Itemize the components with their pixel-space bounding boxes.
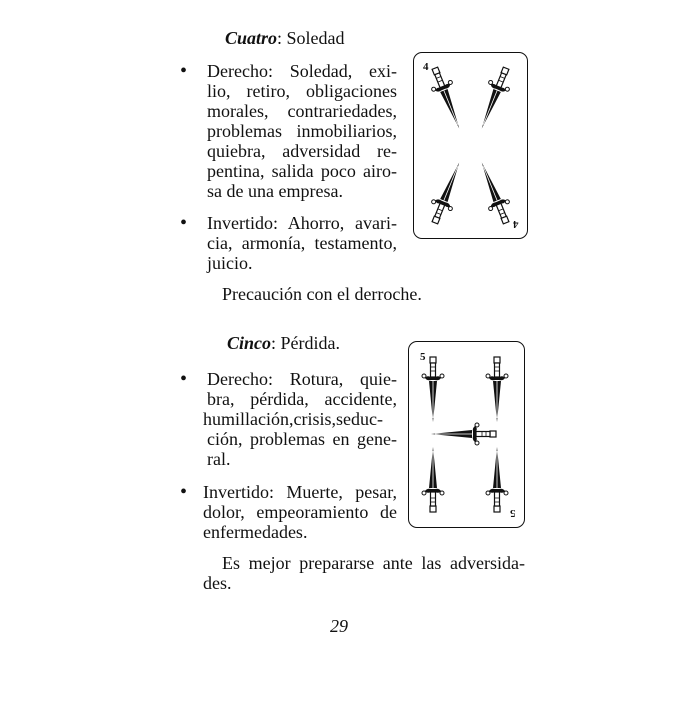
heading-subtitle: : Soledad [277, 28, 345, 48]
text-line: ción, problemas en gene- [207, 429, 397, 449]
heading-title: Cinco [227, 333, 272, 353]
section-heading-cinco [227, 333, 340, 354]
text-line: bra, pérdida, accidente, [207, 389, 397, 409]
card-corner-index: 4 [423, 61, 429, 73]
text-line: dolor, empeoramiento de [203, 502, 397, 522]
section-heading-cuatro [225, 28, 345, 49]
bullet-marker: • [180, 481, 188, 503]
text-line: morales, contrariedades, [207, 101, 397, 121]
text-line: juicio. [207, 253, 253, 273]
text-line: Invertido: Ahorro, avari- [207, 213, 397, 233]
text-line: ral. [207, 449, 231, 469]
text-line: quiebra, adversidad re- [207, 141, 397, 161]
text-line: sa de una empresa. [207, 181, 343, 201]
card-corner-index-inverted: 5 [509, 507, 515, 519]
card-corner-index-inverted: 4 [512, 218, 518, 230]
text-line: humillación,crisis,seduc- [203, 409, 383, 429]
page-number: 29 [330, 616, 348, 636]
bullet-marker: • [180, 212, 188, 234]
cinco-note-line: des. [203, 573, 232, 593]
heading-title: Cuatro [225, 28, 278, 48]
bullet-marker: • [180, 60, 188, 82]
heading-subtitle: : Pérdida. [271, 333, 341, 353]
text-line: pentina, salida poco airo- [207, 161, 397, 181]
cinco-note-line: Es mejor prepararse ante las adversida- [222, 553, 525, 573]
card-five-of-swords [408, 341, 525, 528]
cuatro-note: Precaución con el derroche. [222, 284, 422, 304]
text-line: lio, retiro, obligaciones [207, 81, 397, 101]
text-line: Derecho: Rotura, quie- [207, 369, 397, 389]
card-corner-index: 5 [420, 351, 426, 363]
swords-illustration [414, 53, 527, 238]
text-line: Invertido: Muerte, pesar, [203, 482, 397, 502]
text-line: cia, armonía, testamento, [207, 233, 397, 253]
card-four-of-swords [413, 52, 528, 239]
bullet-marker: • [180, 368, 188, 390]
text-line: enfermedades. [203, 522, 308, 542]
text-line: problemas inmobiliarios, [207, 121, 397, 141]
swords-illustration [409, 342, 524, 527]
text-line: Derecho: Soledad, exi- [207, 61, 397, 81]
